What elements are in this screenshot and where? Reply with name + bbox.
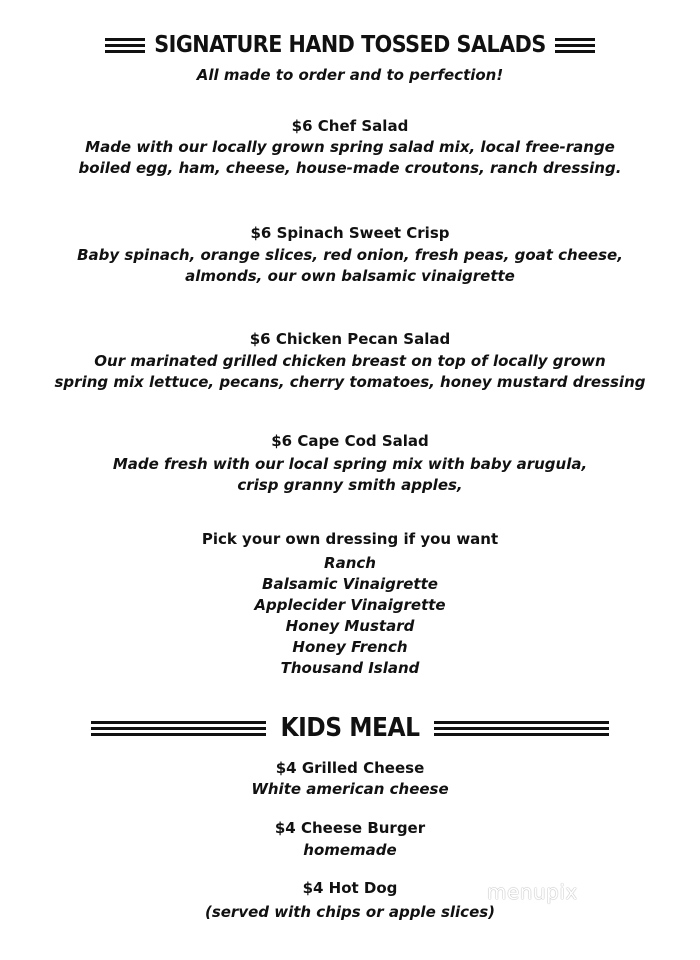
dressings-heading: Pick your own dressing if you want [201, 530, 499, 548]
salad-name: $6 Cape Cod Salad [271, 432, 429, 450]
salads-title: SIGNATURE HAND TOSSED SALADS [154, 32, 546, 58]
heading-rule-right [555, 38, 595, 53]
kids-item-description: homemade [303, 841, 397, 859]
kids-item-name: $4 Grilled Cheese [275, 759, 425, 777]
kids-heading [0, 711, 700, 745]
salad-name: $6 Chef Salad [291, 117, 409, 135]
salad-description-line: Made fresh with our local spring mix with baby arugula, [112, 455, 588, 473]
kids-item-description: (served with chips or apple slices) [204, 903, 496, 921]
dressing-item: Ranch [324, 554, 376, 572]
dressing-item: Thousand Island [280, 659, 420, 677]
kids-item-description: White american cheese [251, 780, 449, 798]
salad-name: $6 Chicken Pecan Salad [249, 330, 451, 348]
salads-tagline: All made to order and to perfection! [196, 66, 504, 84]
salad-name: $6 Spinach Sweet Crisp [250, 224, 450, 242]
dressing-item: Honey French [292, 638, 408, 656]
kids-title: KIDS MEAL [280, 713, 420, 743]
kids-item-name: $4 Cheese Burger [274, 819, 426, 837]
salad-description-line: spring mix lettuce, pecans, cherry tomatoes, honey mustard dressing [54, 373, 646, 391]
salad-description-line: crisp granny smith apples, [237, 476, 463, 494]
heading-rule-left [91, 721, 266, 736]
salad-description-line: almonds, our own balsamic vinaigrette [185, 267, 515, 285]
salad-description-line: Baby spinach, orange slices, red onion, fresh peas, goat cheese, [77, 246, 623, 264]
dressing-item: Balsamic Vinaigrette [262, 575, 438, 593]
heading-rule-left [105, 38, 145, 53]
heading-rule-right [434, 721, 609, 736]
salad-description-line: Made with our locally grown spring salad mix, local free-range [85, 138, 615, 156]
dressing-item: Honey Mustard [285, 617, 415, 635]
salads-heading [0, 30, 700, 60]
dressing-item: Applecider Vinaigrette [254, 596, 446, 614]
watermark: menupix [487, 880, 578, 904]
salad-description-line: Our marinated grilled chicken breast on top of locally grown [94, 352, 606, 370]
salad-description-line: boiled egg, ham, cheese, house-made croutons, ranch dressing. [78, 159, 622, 177]
kids-item-name: $4 Hot Dog [302, 879, 398, 897]
